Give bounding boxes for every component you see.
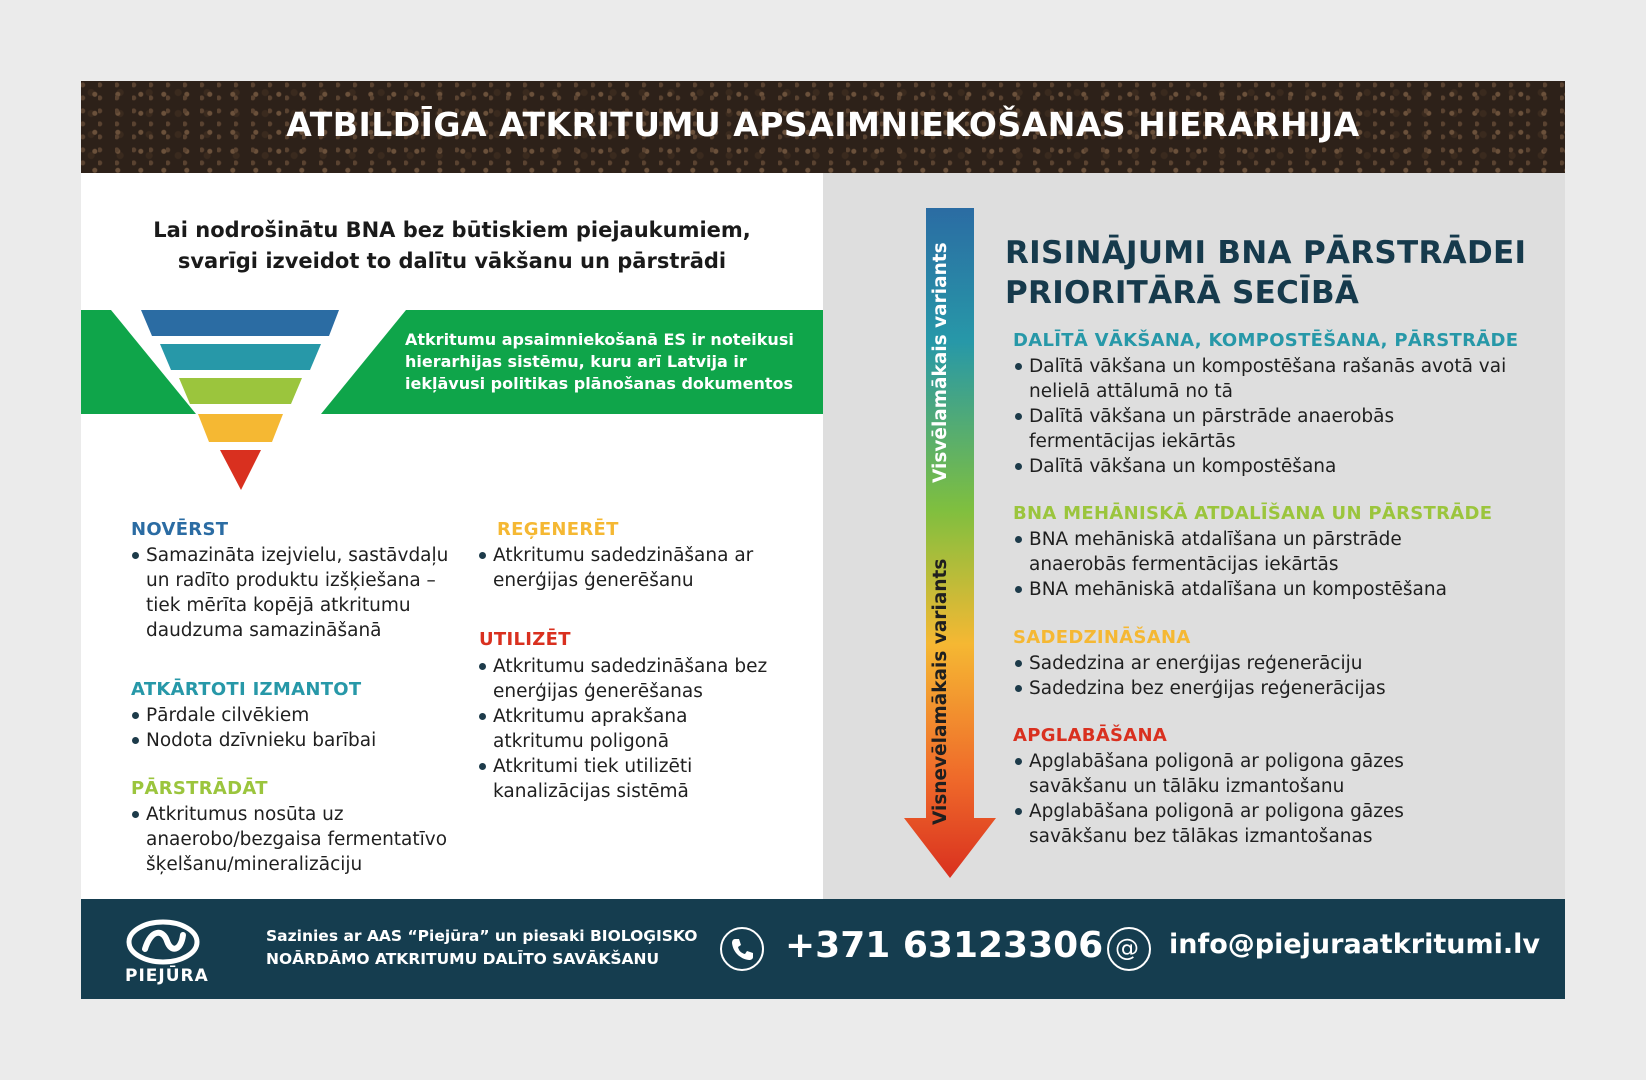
piejura-logo-icon — [123, 919, 203, 965]
list-item: Apglabāšana poligonā ar poligona gāzes savākšanu bez tālākas izmantošanas — [1013, 799, 1404, 849]
list-solution-4 — [1013, 749, 1404, 849]
heading-noverst: NOVĒRST — [131, 519, 229, 540]
list-item: Sadedzina ar enerģijas reģenerāciju — [1013, 651, 1386, 676]
list-item: Dalītā vākšana un kompostēšana rašanās avotā vai nelielā attālumā no tā — [1013, 354, 1506, 404]
title-banner — [81, 81, 1565, 173]
list-solution-1 — [1013, 354, 1506, 479]
pyramid-level-noverst — [141, 310, 339, 336]
list-solution-2 — [1013, 527, 1447, 602]
heading-utilizet: UTILIZĒT — [479, 629, 571, 650]
pyramid-level-atkartoti — [160, 344, 321, 370]
heading-atkartoti: ATKĀRTOTI IZMANTOT — [131, 679, 362, 700]
logo-text: PIEJŪRA — [125, 966, 209, 986]
heading-parstradat: PĀRSTRĀDĀT — [131, 778, 268, 799]
list-item: Dalītā vākšana un pārstrāde anaerobās fermentācijas iekārtās — [1013, 404, 1506, 454]
pyramid-level-regeneret — [198, 414, 283, 442]
heading-solution-2: BNA MEHĀNISKĀ ATDALĪŠANA UN PĀRSTRĀDE — [1013, 503, 1493, 524]
phone-number[interactable]: +371 63123306 — [785, 925, 1104, 966]
list-item: Dalītā vākšana un kompostēšana — [1013, 454, 1506, 479]
list-item: Pārdale cilvēkiem — [130, 703, 376, 728]
intro-line-1: Lai nodrošinātu BNA bez būtiskiem piejaukumiem, — [153, 218, 751, 242]
list-item: Atkritumus nosūta uz anaerobo/bezgaisa fermentatīvo šķelšanu/mineralizāciju — [130, 802, 447, 877]
list-item: Atkritumu sadedzināšana ar enerģijas ģenerēšanu — [477, 543, 753, 593]
green-line-2: hierarhijas sistēmu, kuru arī Latvija ir — [405, 352, 747, 371]
intro-text — [81, 215, 823, 277]
heading-solution-3: SADEDZINĀŠANA — [1013, 627, 1191, 648]
heading-solution-4: APGLABĀŠANA — [1013, 725, 1168, 746]
heading-solution-1: DALĪTĀ VĀKŠANA, KOMPOSTĒŠANA, PĀRSTRĀDE — [1013, 330, 1519, 351]
email-link[interactable]: info@piejuraatkritumi.lv — [1169, 929, 1540, 960]
list-item: Atkritumu aprakšana atkritumu poligonā — [477, 704, 767, 754]
pyramid-lower — [81, 414, 401, 504]
green-line-3: iekļāvusi politikas plānošanas dokumentos — [405, 374, 794, 393]
footer-text: Sazinies ar AAS “Piejūra” un piesaki BIOLOĢISKO NOĀRDĀMO ATKRITUMU DALĪTO SAVĀKŠANU — [266, 927, 698, 968]
list-atkartoti — [130, 703, 376, 753]
list-item: Sadedzina bez enerģijas reģenerācijas — [1013, 676, 1386, 701]
pyramid-level-utilizet — [220, 450, 261, 490]
green-band-text — [405, 329, 805, 395]
pyramid-level-parstradat — [179, 378, 302, 404]
list-item: BNA mehāniskā atdalīšana un kompostēšana — [1013, 577, 1447, 602]
list-regeneret — [477, 543, 753, 593]
at-symbol: @ — [1115, 934, 1139, 962]
phone-icon — [720, 927, 764, 971]
left-panel — [81, 173, 823, 899]
list-utilizet — [477, 654, 767, 804]
arrow-top-label: Visvēlamākais variants — [930, 242, 951, 483]
list-item: Atkritumu sadedzināšana bez enerģijas ģenerēšanas — [477, 654, 767, 704]
phone-glyph — [722, 929, 762, 969]
list-parstradat — [130, 802, 447, 877]
list-item: Nodota dzīvnieku barībai — [130, 728, 376, 753]
list-item: Samazināta izejvielu, sastāvdaļu un radīto produktu izšķiešana – tiek mērīta kopējā atkritumu daudzuma samazināšanā — [130, 543, 448, 643]
right-title: RISINĀJUMI BNA PĀRSTRĀDEI PRIORITĀRĀ SECĪBĀ — [1005, 235, 1527, 311]
list-item: Apglabāšana poligonā ar poligona gāzes savākšanu un tālāku izmantošanu — [1013, 749, 1404, 799]
list-solution-3 — [1013, 651, 1386, 701]
page-title: ATBILDĪGA ATKRITUMU APSAIMNIEKOŠANAS HIERARHIJA — [286, 105, 1360, 144]
list-item: BNA mehāniskā atdalīšana un pārstrāde anaerobās fermentācijas iekārtās — [1013, 527, 1447, 577]
green-line-1: Atkritumu apsaimniekošanā ES ir noteikusi — [405, 330, 794, 349]
list-item: Atkritumi tiek utilizēti kanalizācijas sistēmā — [477, 754, 767, 804]
list-noverst — [130, 543, 448, 643]
arrow-bottom-label: Visnevēlamākais variants — [930, 558, 951, 825]
footer — [81, 899, 1565, 999]
heading-regeneret: REĢENERĒT — [497, 519, 619, 540]
intro-line-2: svarīgi izveidot to dalītu vākšanu un pārstrādi — [177, 249, 727, 273]
